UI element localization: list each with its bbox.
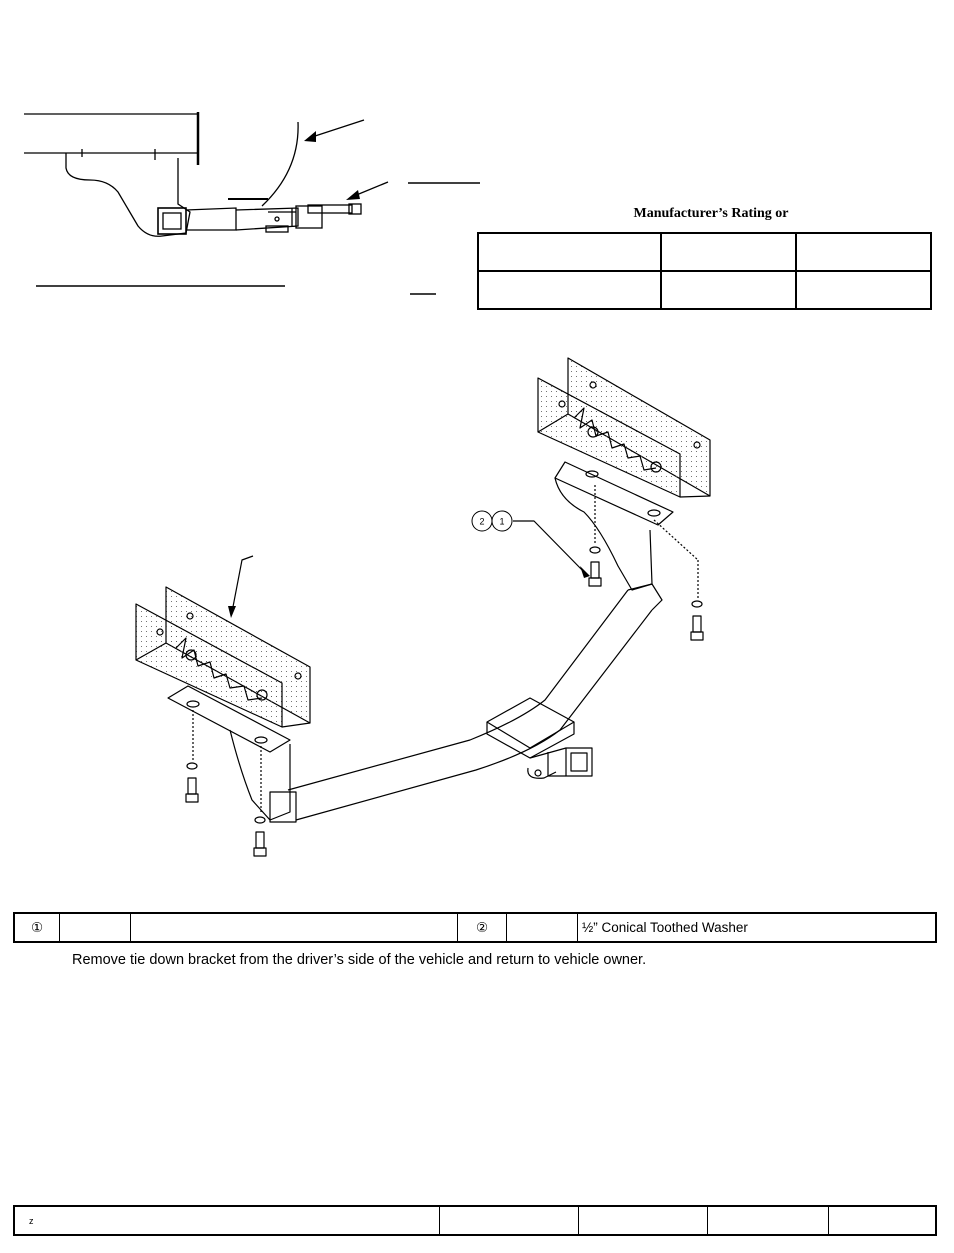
callout-2-label: 2 bbox=[479, 516, 485, 527]
hitch-exploded-diagram bbox=[120, 350, 740, 870]
footer-cell: z bbox=[14, 1206, 440, 1235]
table-cell bbox=[796, 233, 931, 271]
instruction-step: Remove tie down bracket from the driver’s side of the vehicle and return to vehicle owner. bbox=[72, 952, 647, 968]
rating-heading: Manufacturer’s Rating or bbox=[633, 206, 789, 221]
callout-1-label: 1 bbox=[499, 516, 505, 527]
part-2-description: ½” Conical Toothed Washer bbox=[578, 913, 937, 942]
table-cell bbox=[796, 271, 931, 309]
footer-cell bbox=[579, 1206, 708, 1235]
table-cell bbox=[661, 271, 796, 309]
table-row bbox=[478, 271, 931, 309]
rating-table bbox=[477, 232, 932, 310]
part-2-number: ② bbox=[458, 913, 507, 942]
table-cell bbox=[478, 233, 661, 271]
parts-table bbox=[13, 912, 937, 943]
part-1-qty bbox=[60, 913, 131, 942]
footer-cell bbox=[708, 1206, 829, 1235]
table-cell bbox=[661, 233, 796, 271]
table-row bbox=[14, 1206, 936, 1235]
table-row bbox=[478, 233, 931, 271]
part-1-number: ① bbox=[14, 913, 60, 942]
footer-cell bbox=[829, 1206, 937, 1235]
footer-cell bbox=[440, 1206, 579, 1235]
footer-table bbox=[13, 1205, 937, 1236]
table-row bbox=[14, 913, 936, 942]
part-2-qty bbox=[507, 913, 578, 942]
callout-bubbles bbox=[472, 511, 512, 531]
part-1-description bbox=[131, 913, 458, 942]
side-view-diagram bbox=[0, 100, 480, 300]
table-cell bbox=[478, 271, 661, 309]
